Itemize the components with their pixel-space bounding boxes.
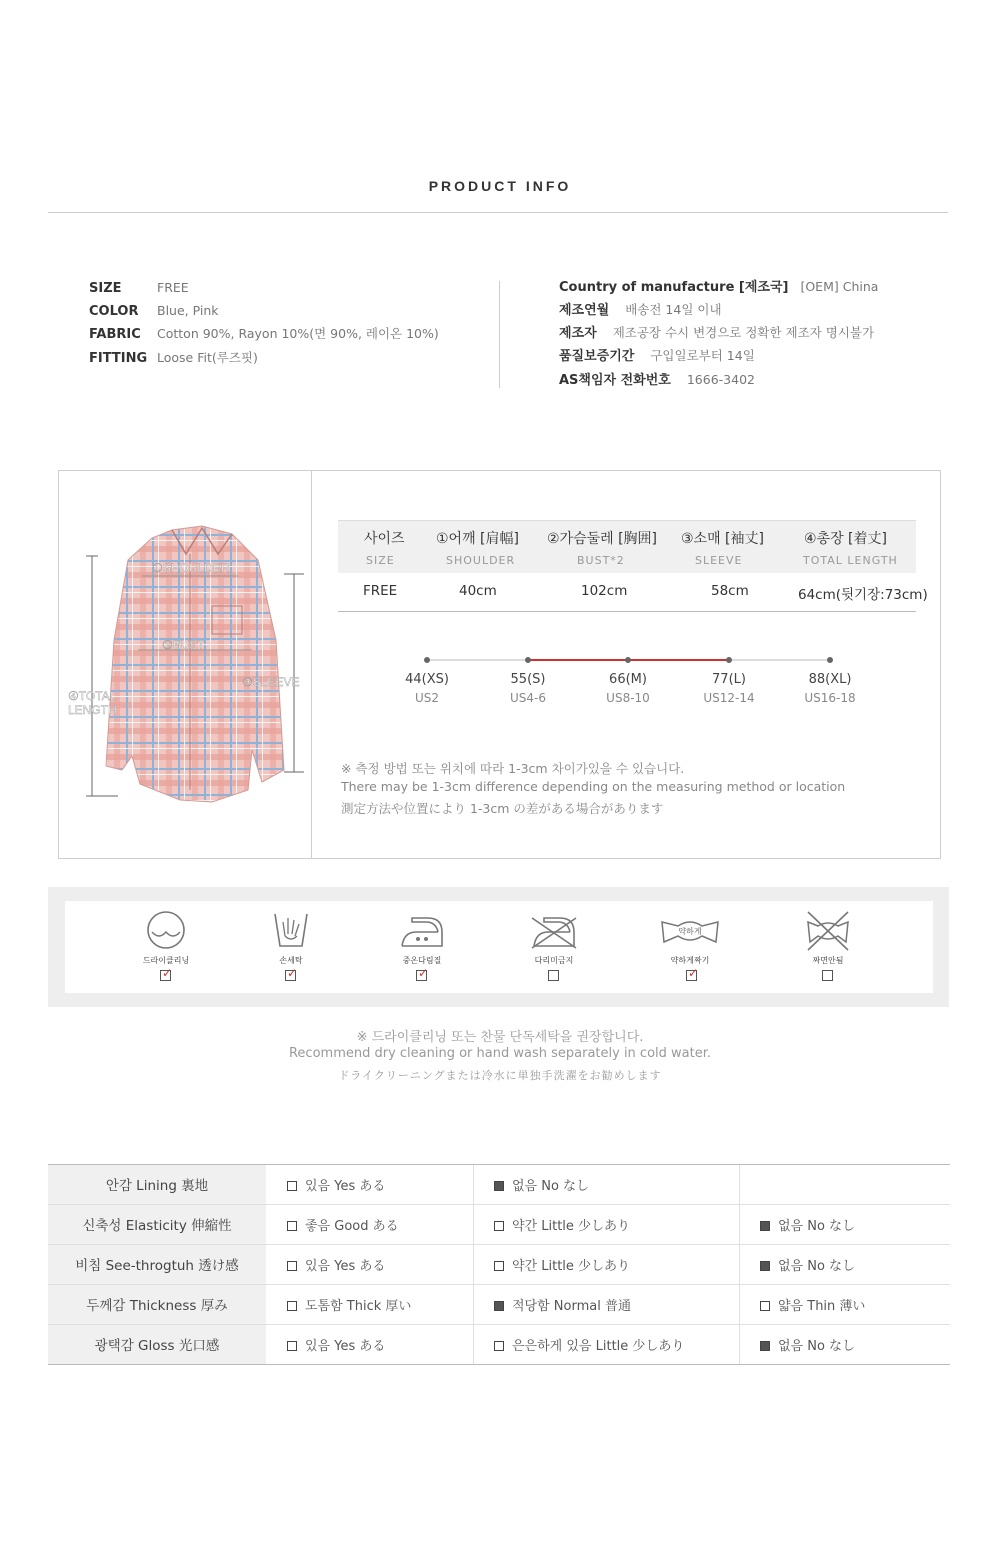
option-label: 좋음 Good ある xyxy=(305,1219,399,1234)
spec-country xyxy=(559,279,878,296)
spec-value: 제조공장 수시 변경으로 정확한 제조자 명시불가 xyxy=(612,325,875,340)
care-checkbox[interactable] xyxy=(686,966,699,981)
size-box-divider xyxy=(311,471,312,858)
gentle-wring-icon xyxy=(650,908,730,956)
option-checkbox[interactable] xyxy=(494,1261,504,1271)
care-checkbox[interactable] xyxy=(548,970,559,981)
attr-option[interactable] xyxy=(494,1295,631,1314)
option-label: 없음 No なし xyxy=(778,1219,856,1234)
spec-fabric xyxy=(89,326,439,343)
spec-key: Country of manufacture [제조국] xyxy=(559,280,789,295)
option-label: 약간 Little 少しあり xyxy=(512,1219,631,1234)
no-wring-icon xyxy=(788,908,868,956)
spec-as-phone xyxy=(559,372,755,389)
attr-option[interactable] xyxy=(494,1255,630,1274)
spec-key: COLOR xyxy=(89,304,139,319)
attr-table-bottom xyxy=(48,1364,950,1365)
option-label: 있음 Yes ある xyxy=(305,1179,386,1194)
attr-row-divider xyxy=(48,1204,950,1205)
spec-value: 구입일로부터 14일 xyxy=(650,348,755,363)
attr-row-divider xyxy=(48,1324,950,1325)
attr-option[interactable] xyxy=(760,1215,855,1234)
option-label: 약간 Little 少しあり xyxy=(512,1259,631,1274)
spec-value: FREE xyxy=(157,280,189,295)
spec-divider xyxy=(499,281,500,388)
th-sleeve: ③소매 [袖丈] xyxy=(681,531,764,547)
option-checkbox[interactable] xyxy=(760,1301,770,1311)
svg-text:약하게: 약하게 xyxy=(678,927,702,936)
spec-key: FITTING xyxy=(89,351,148,366)
spec-key: 품질보증기간 xyxy=(559,349,635,364)
option-checkbox[interactable] xyxy=(760,1221,770,1231)
measure-note-en: There may be 1-3cm difference depending on the measuring method or location xyxy=(341,779,846,794)
attr-col-divider xyxy=(473,1165,474,1364)
spec-value: Blue, Pink xyxy=(157,303,219,318)
th-sub-bust: BUST*2 xyxy=(577,554,625,567)
scale-size-label: 77(L) xyxy=(712,672,746,687)
spec-value: 배송전 14일 이내 xyxy=(625,302,722,317)
td-size: FREE xyxy=(363,583,398,599)
spec-value: Cotton 90%, Rayon 10%(면 90%, 레이온 10%) xyxy=(157,326,439,341)
care-label: 다리미금지 xyxy=(534,956,574,965)
attr-seethrough-label: 비침 See-throgtuh 透け感 xyxy=(75,1258,239,1274)
shirt-diagram xyxy=(62,520,310,810)
attr-option[interactable] xyxy=(760,1335,855,1354)
care-note-ko: ※ 드라이클리닝 또는 찬물 단독세탁을 권장합니다. xyxy=(356,1030,644,1045)
shoulder-label: ①SHOULDER xyxy=(152,561,230,575)
scale-us-label: US16-18 xyxy=(804,691,856,705)
th-size: 사이즈 xyxy=(364,531,405,547)
care-checkbox[interactable] xyxy=(822,970,833,981)
attr-option[interactable] xyxy=(494,1215,630,1234)
scale-size-label: 66(M) xyxy=(609,672,647,687)
spec-warranty xyxy=(559,348,755,365)
spec-value: [OEM] China xyxy=(800,279,879,294)
attr-gloss-label: 광택감 Gloss 光口感 xyxy=(94,1338,220,1354)
option-label: 있음 Yes ある xyxy=(305,1339,386,1354)
total-label-2: LENGTH xyxy=(68,703,117,717)
option-checkbox[interactable] xyxy=(287,1181,297,1191)
option-label: 은은하게 있음 Little 少しあり xyxy=(512,1339,685,1354)
attr-row-divider xyxy=(48,1284,950,1285)
spec-size xyxy=(89,280,189,297)
spec-key: SIZE xyxy=(89,281,122,296)
care-label: 드라이클리닝 xyxy=(142,956,190,965)
scale-size-label: 88(XL) xyxy=(808,672,852,687)
attr-option[interactable] xyxy=(287,1255,385,1274)
option-label: 적당함 Normal 普通 xyxy=(512,1299,631,1314)
care-label: 약하게짜기 xyxy=(670,956,710,965)
td-sleeve: 58cm xyxy=(711,583,749,599)
scale-us-label: US8-10 xyxy=(606,691,650,705)
attr-option[interactable] xyxy=(287,1215,399,1234)
attr-option[interactable] xyxy=(494,1175,589,1194)
care-checkbox[interactable] xyxy=(416,966,429,981)
attr-option[interactable] xyxy=(494,1335,684,1354)
spec-value: 1666-3402 xyxy=(686,372,755,387)
care-label: 짜면안됨 xyxy=(812,956,844,965)
attr-row-divider xyxy=(48,1244,950,1245)
size-scale-line xyxy=(400,650,860,670)
size-table-bottom-rule xyxy=(338,611,916,612)
spec-color xyxy=(89,303,219,320)
option-label: 없음 No なし xyxy=(512,1179,590,1194)
spec-key: 제조연월 xyxy=(559,303,610,318)
th-sub-total-length: TOTAL LENGTH xyxy=(803,554,898,567)
check-mark-icon: ✓ xyxy=(287,966,298,980)
scale-us-label: US12-14 xyxy=(703,691,755,705)
attr-option[interactable] xyxy=(287,1175,385,1194)
attr-col-divider xyxy=(739,1165,740,1364)
option-checkbox[interactable] xyxy=(494,1181,504,1191)
scale-point xyxy=(424,657,430,663)
attr-lining-label: 안감 Lining 裏地 xyxy=(105,1178,209,1194)
option-checkbox[interactable] xyxy=(287,1301,297,1311)
attr-option[interactable] xyxy=(760,1295,865,1314)
spec-maker xyxy=(559,325,874,342)
option-label: 있음 Yes ある xyxy=(305,1259,386,1274)
option-checkbox[interactable] xyxy=(760,1341,770,1351)
attr-option[interactable] xyxy=(287,1295,411,1314)
th-sub-shoulder: SHOULDER xyxy=(446,554,516,567)
scale-us-label: US2 xyxy=(414,691,440,705)
spec-key: 제조자 xyxy=(559,326,597,341)
attr-thickness-label: 두께감 Thickness 厚み xyxy=(86,1298,228,1314)
title-divider xyxy=(48,212,948,213)
scale-size-label: 44(XS) xyxy=(405,672,449,687)
th-sub-sleeve: SLEEVE xyxy=(695,554,743,567)
spec-fitting xyxy=(89,350,258,367)
attr-option[interactable] xyxy=(760,1255,855,1274)
hand-wash-icon xyxy=(251,908,331,956)
th-bust: ②가슴둘레 [胸囲] xyxy=(547,531,658,547)
td-total-length: 64cm(뒷기장:73cm) xyxy=(798,587,928,603)
option-checkbox[interactable] xyxy=(760,1261,770,1271)
option-checkbox[interactable] xyxy=(494,1301,504,1311)
check-mark-icon: ✓ xyxy=(418,966,429,980)
spec-key: FABRIC xyxy=(89,327,141,342)
th-sub-size: SIZE xyxy=(366,554,395,567)
iron-medium-icon xyxy=(382,908,462,956)
dry-clean-icon xyxy=(126,908,206,956)
attr-option[interactable] xyxy=(287,1335,385,1354)
measure-note-ja: 測定方法や位置により 1-3cm の差がある場合があります xyxy=(341,801,664,816)
check-mark-icon: ✓ xyxy=(688,966,699,980)
td-shoulder: 40cm xyxy=(459,583,497,599)
option-label: 도톰함 Thick 厚い xyxy=(305,1299,412,1314)
sleeve-label: ③SLEEVE xyxy=(242,675,300,689)
spec-made-date xyxy=(559,302,722,319)
measure-note-ko: ※ 측정 방법 또는 위치에 따라 1-3cm 차이가있을 수 있습니다. xyxy=(341,761,685,776)
th-total-length: ④총장 [着丈] xyxy=(804,531,887,547)
no-iron-icon xyxy=(514,908,594,956)
scale-point xyxy=(827,657,833,663)
care-label: 중온다림질 xyxy=(402,956,442,965)
scale-point xyxy=(525,657,531,663)
td-bust: 102cm xyxy=(581,583,628,599)
option-checkbox[interactable] xyxy=(287,1261,297,1271)
option-checkbox[interactable] xyxy=(494,1221,504,1231)
option-checkbox[interactable] xyxy=(287,1341,297,1351)
scale-point xyxy=(726,657,732,663)
scale-point xyxy=(625,657,631,663)
spec-value: Loose Fit(루즈핏) xyxy=(157,350,258,365)
option-checkbox[interactable] xyxy=(287,1221,297,1231)
scale-us-label: US4-6 xyxy=(510,691,546,705)
spec-key: AS책임자 전화번호 xyxy=(559,373,671,388)
th-shoulder: ①어깨 [肩幅] xyxy=(436,531,519,547)
check-mark-icon: ✓ xyxy=(162,966,173,980)
option-checkbox[interactable] xyxy=(494,1341,504,1351)
care-note-ja: ドライクリーニングまたは冷水に単独手洗濯をお勧めします xyxy=(338,1069,662,1082)
care-checkbox[interactable] xyxy=(285,966,298,981)
option-label: 얇음 Thin 薄い xyxy=(778,1299,866,1314)
attr-elasticity-label: 신축성 Elasticity 伸縮性 xyxy=(82,1218,232,1234)
scale-size-label: 55(S) xyxy=(510,672,546,687)
care-checkbox[interactable] xyxy=(160,966,173,981)
option-label: 없음 No なし xyxy=(778,1339,856,1354)
care-note-en: Recommend dry cleaning or hand wash separately in cold water. xyxy=(288,1046,711,1061)
bust-label: ②BUST xyxy=(162,638,205,652)
care-label: 손세탁 xyxy=(279,956,303,965)
option-label: 없음 No なし xyxy=(778,1259,856,1274)
total-label-1: ④TOTAL xyxy=(68,689,117,703)
page-title: PRODUCT INFO xyxy=(428,178,572,194)
